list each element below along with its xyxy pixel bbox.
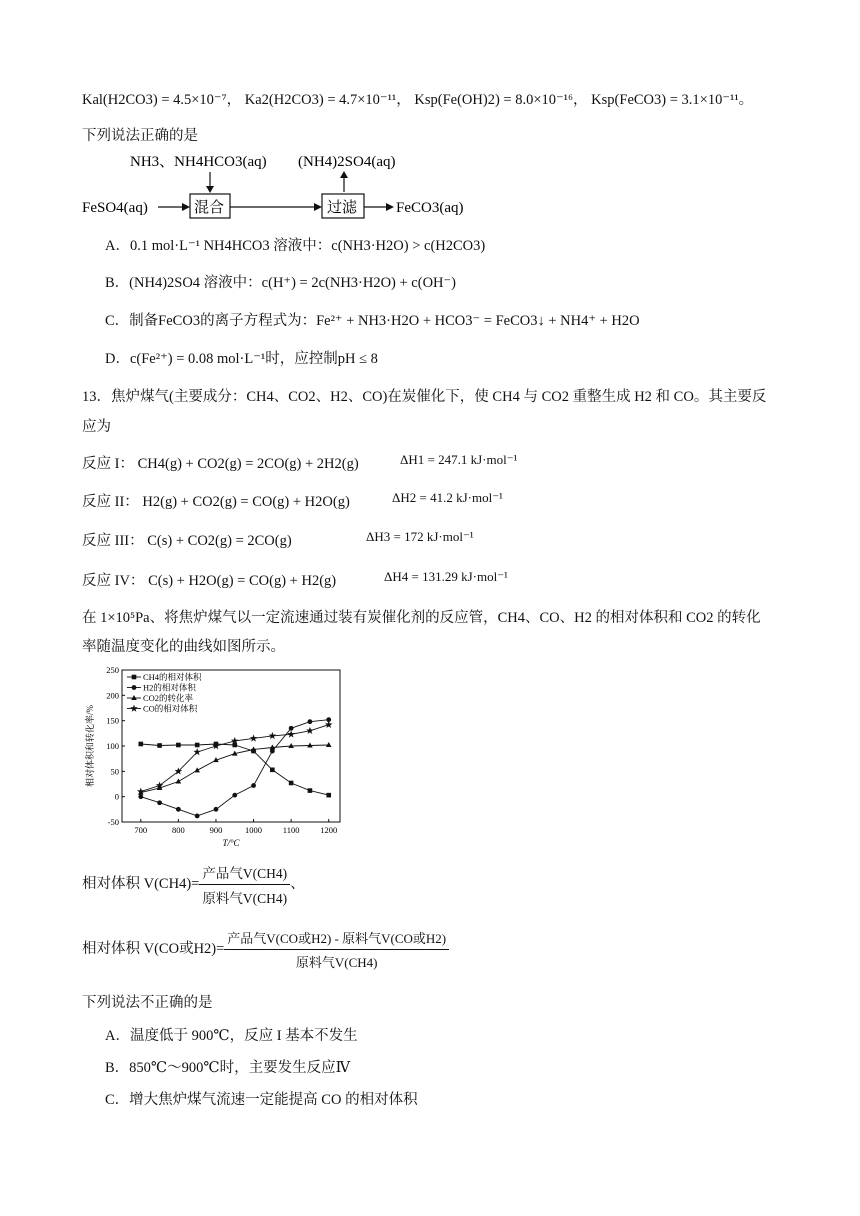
reaction-2: 反应 II： H2(g) + CO2(g) = CO(g) + H2O(g) ΔH2 = 41.2 kJ·mol⁻¹ (82, 490, 503, 510)
x-tick-label: 800 (172, 825, 185, 835)
condition-line-2: 率随温度变化的曲线如图所示。 (82, 639, 285, 655)
data-point-triangle (307, 742, 313, 747)
data-point-triangle (326, 742, 332, 747)
data-point-star (306, 727, 314, 734)
definition-1: 相对体积 V(CH4)= $\frac{\text{产品气V(CH4)}}{\text{原料气V(CH4)}}$ 、 (82, 862, 305, 907)
data-point-circle (289, 726, 294, 731)
y-tick-label: 150 (106, 715, 119, 726)
x-axis-label: T/°C (222, 838, 240, 848)
data-point-star (250, 734, 258, 741)
legend-entry: CO2的转化率 (143, 693, 194, 703)
data-point-circle (232, 793, 237, 798)
q13-option-c: C．增大焦炉煤气流速一定能提高 CO 的相对体积 (105, 1092, 418, 1108)
legend-marker-square (132, 675, 137, 680)
y-tick-label: 100 (106, 741, 119, 751)
data-point-square (195, 743, 200, 748)
data-point-square (308, 788, 313, 793)
y-tick-label: -50 (107, 817, 119, 827)
condition-line-1: 在 1×10⁵Pa、将焦炉煤气以一定流速通过装有炭催化剂的反应管，CH4、CO、H2 的相对体积和 CO2 的转化 (82, 610, 761, 626)
y-tick-label: 50 (110, 766, 119, 777)
legend-entry: CH4的相对体积 (143, 672, 202, 682)
product: FeCO3(aq) (396, 200, 464, 216)
q12-option-b: B．(NH4)2SO4 溶液中：c(H⁺) = 2c(NH3·H2O) + c(OH⁻) (105, 275, 457, 291)
q12-stem: 下列说法正确的是 (82, 128, 198, 144)
q13-option-b: B．850℃～900℃时，主要发生反应Ⅳ (105, 1060, 351, 1076)
q12-option-d: D．c(Fe²⁺) = 0.08 mol·L⁻¹时，应控制pH ≤ 8 (105, 351, 378, 367)
legend-entry: CO的相对体积 (143, 703, 198, 714)
data-point-star (269, 732, 277, 739)
reaction-4: 反应 IV： C(s) + H2O(g) = CO(g) + H2(g) ΔH4 = 131.29 kJ·mol⁻¹ (82, 569, 508, 589)
series-line-star (141, 725, 329, 792)
y-tick-label: 0 (114, 791, 119, 802)
series-line-circle (141, 720, 329, 816)
definition-2: 相对体积 V(CO或H2)= $\frac{\text{产品气V(CO或H2) - 原料气V(CO或H2)}}{\text{原料气V(CH4)}}$ (82, 928, 449, 971)
data-point-star (212, 742, 220, 749)
data-point-square (326, 793, 331, 798)
mix-label: 混合 (194, 200, 225, 216)
data-point-circle (214, 807, 219, 812)
data-point-circle (251, 783, 256, 788)
data-point-circle (157, 800, 162, 805)
data-point-circle (308, 719, 313, 724)
y-axis-label: 相对体积和转化率/% (85, 705, 95, 787)
reaction-3: 反应 III： C(s) + CO2(g) = 2CO(g) ΔH3 = 172 kJ·mol⁻¹ (82, 529, 474, 549)
data-point-triangle (176, 778, 182, 783)
filter-label: 过滤 (327, 200, 358, 216)
reaction-1: 反应 I： CH4(g) + CO2(g) = 2CO(g) + 2H2(g) ΔH1 = 247.1 kJ·mol⁻¹ (82, 452, 518, 472)
y-tick-label: 200 (106, 690, 119, 701)
x-tick-label: 1100 (282, 825, 300, 835)
legend-marker-star (130, 705, 138, 712)
data-point-square (289, 781, 294, 786)
start-material: FeSO4(aq) (82, 200, 148, 216)
reagents-in: NH3、NH4HCO3(aq) (130, 154, 267, 170)
x-tick-label: 1000 (245, 825, 263, 835)
data-point-triangle (194, 767, 200, 772)
q13-stem-2b: 下列说法不正确的是 (82, 995, 213, 1011)
data-point-circle (176, 807, 181, 812)
q12-option-c: C．制备FeCO3的离子方程式为：Fe²⁺ + NH3·H2O + HCO3⁻ = FeCO3↓ + NH4⁺ + H2O (105, 313, 640, 329)
legend-entry: H2的相对体积 (143, 682, 196, 693)
data-point-square (157, 743, 162, 748)
x-tick-label: 700 (134, 825, 148, 835)
data-point-square (176, 743, 181, 748)
q13-stem-2: 应为 (82, 419, 111, 435)
data-point-square (138, 742, 143, 747)
legend-marker-circle (132, 685, 137, 690)
y-tick-label: 250 (106, 665, 119, 675)
q12-option-a: A．0.1 mol·L⁻¹ NH4HCO3 溶液中：c(NH3·H2O) > c(H2CO3) (105, 238, 486, 254)
data-point-circle (195, 814, 200, 819)
q13-stem-1: 13．焦炉煤气(主要成分：CH4、CO2、H2、CO)在炭催化下，使 CH4 与 CO2 重整生成 H2 和 CO。其主要反 (82, 389, 767, 405)
legend-marker-triangle (131, 695, 137, 700)
x-tick-label: 1200 (320, 825, 338, 835)
data-point-square (270, 768, 275, 773)
byproduct: (NH4)2SO4(aq) (298, 154, 396, 170)
line-chart (82, 662, 352, 850)
x-tick-label: 900 (209, 825, 223, 835)
data-point-circle (138, 794, 143, 799)
process-diagram (82, 148, 502, 226)
q13-option-a: A．温度低于 900℃，反应 I 基本不发生 (105, 1028, 358, 1044)
data-point-star (325, 721, 333, 728)
constants-line: Kal(H2CO3) = 4.5×10⁻⁷， Ka2(H2CO3) = 4.7×10⁻¹¹， Ksp(Fe(OH)2) = 8.0×10⁻¹⁶， Ksp(FeCO3) = 3.1×10⁻¹¹。 (82, 92, 754, 108)
